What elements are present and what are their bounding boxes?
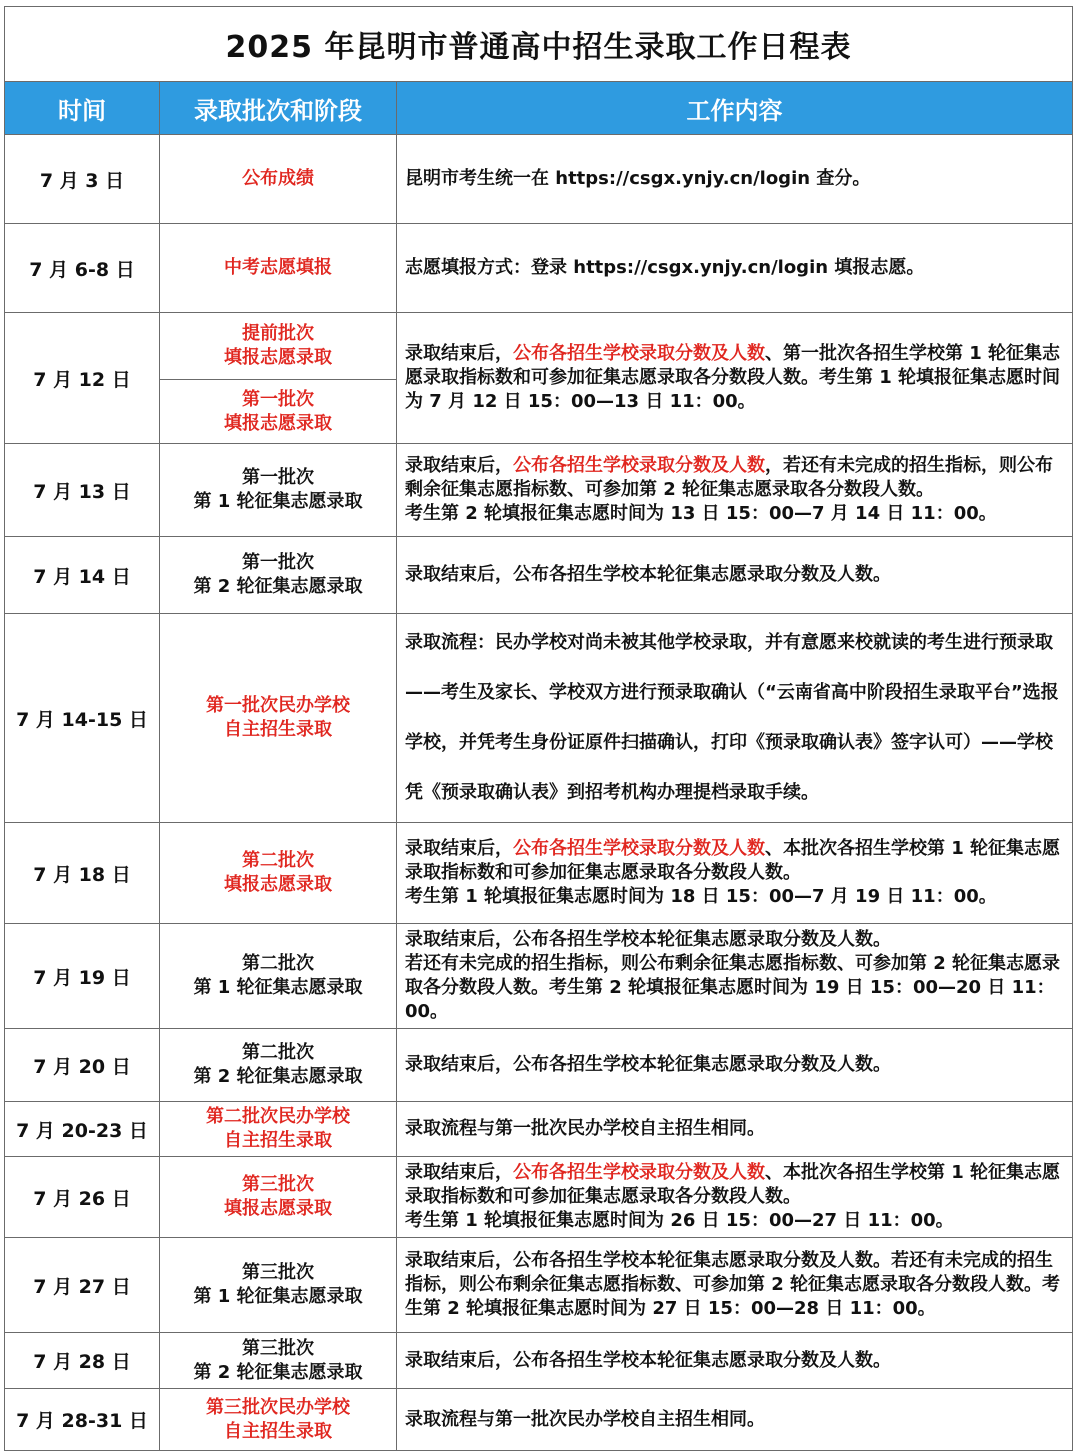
table-row	[5, 537, 1073, 614]
stage-line: 第一批次	[242, 388, 314, 410]
row-date: 7 月 3 日	[5, 135, 160, 224]
table-row	[5, 823, 1073, 924]
row-date: 7 月 28 日	[5, 1333, 160, 1389]
row-date: 7 月 18 日	[5, 823, 160, 924]
row-content	[397, 1333, 1073, 1389]
row-content	[397, 1102, 1073, 1157]
stage-line: 自主招生录取	[224, 719, 332, 740]
table-row	[5, 1389, 1073, 1451]
row-content	[397, 224, 1073, 313]
content-text: ，若还有未完成的招生指标，则公布剩余征集志愿指标数、可参加第 2 轮征集志愿录取各分数段人数。	[405, 455, 1053, 500]
stage-line: 第 1 轮征集志愿录取	[193, 977, 363, 998]
stage-line: 自主招生录取	[224, 1420, 332, 1442]
row-content	[397, 1157, 1073, 1238]
page-title: 2025 年昆明市普通高中招生录取工作日程表	[5, 7, 1073, 82]
table-row	[5, 1157, 1073, 1238]
row-date: 7 月 14-15 日	[5, 614, 160, 823]
schedule-table	[4, 6, 1073, 1451]
row-stage	[160, 1157, 397, 1238]
stage-line: 填报志愿录取	[224, 347, 332, 368]
row-stage	[160, 1238, 397, 1333]
row-content	[397, 1389, 1073, 1451]
row-content	[397, 924, 1073, 1029]
row-stage	[160, 1029, 397, 1102]
content-text: 考生第 1 轮填报征集志愿时间为 26 日 15：00—27 日 11：00。	[405, 1210, 954, 1231]
content-text: 录取流程：民办学校对尚未被其他学校录取，并有意愿来校就读的考生进行预录取——考生及家长、学校双方进行预录取确认（“云南省高中阶段招生录取平台”选报学校，并凭考生身份证原件扫描确认，打印《预录取确认表》签字认可）——学校凭《预录取确认表》到招考机构办理提档录取手续。	[405, 632, 1059, 803]
content-text: 考生第 2 轮填报征集志愿时间为 13 日 15：00—7 月 14 日 11：00。	[405, 503, 997, 524]
stage-line: 第 2 轮征集志愿录取	[193, 1361, 363, 1383]
stage-line: 第二批次	[242, 850, 314, 871]
row-date: 7 月 12 日	[5, 313, 160, 444]
content-text: 录取结束后，	[405, 1162, 513, 1183]
table-row	[5, 1029, 1073, 1102]
stage-line: 填报志愿录取	[224, 412, 332, 434]
stage-line: 公布成绩	[242, 168, 314, 189]
table-row	[5, 1102, 1073, 1157]
stage-line: 第 2 轮征集志愿录取	[193, 1066, 363, 1087]
content-text: 昆明市考生统一在 https://csgx.ynjy.cn/login 查分。	[405, 168, 871, 189]
content-text: 志愿填报方式：登录 https://csgx.ynjy.cn/login 填报志愿。	[405, 257, 925, 278]
content-highlight: 公布各招生学校录取分数及人数	[513, 455, 765, 476]
content-text: 录取结束后，公布各招生学校本轮征集志愿录取分数及人数。	[405, 1054, 891, 1075]
stage-line: 第一批次	[242, 552, 314, 573]
stage-line: 填报志愿录取	[224, 874, 332, 895]
stage-line: 第二批次	[242, 1042, 314, 1063]
row-date: 7 月 14 日	[5, 537, 160, 614]
row-stage	[160, 135, 397, 224]
row-content	[397, 1238, 1073, 1333]
schedule-sheet	[4, 6, 1072, 1451]
row-stage	[160, 924, 397, 1029]
row-stage	[160, 823, 397, 924]
content-text: 录取结束后，公布各招生学校本轮征集志愿录取分数及人数。	[405, 929, 891, 950]
row-content	[397, 1029, 1073, 1102]
stage-line: 第 2 轮征集志愿录取	[193, 576, 363, 597]
content-highlight: 公布各招生学校录取分数及人数	[513, 343, 765, 364]
stage-line: 第三批次	[242, 1262, 314, 1283]
table-row	[5, 224, 1073, 313]
row-date: 7 月 28-31 日	[5, 1389, 160, 1451]
row-date: 7 月 20-23 日	[5, 1102, 160, 1157]
row-date: 7 月 26 日	[5, 1157, 160, 1238]
header-stage: 录取批次和阶段	[160, 82, 397, 135]
stage-line: 提前批次	[242, 323, 314, 344]
content-text: 录取结束后，公布各招生学校本轮征集志愿录取分数及人数。若还有未完成的招生指标，则公布剩余征集志愿指标数、可参加第 2 轮征集志愿录取各分数段人数。考生第 2 轮填报征集志愿时间为 27 日 15：00—28 日 11：00。	[405, 1250, 1061, 1319]
row-content	[397, 313, 1073, 444]
row-date: 7 月 27 日	[5, 1238, 160, 1333]
row-date: 7 月 6-8 日	[5, 224, 160, 313]
row-stage-top	[160, 313, 397, 380]
content-highlight: 公布各招生学校录取分数及人数	[513, 1162, 765, 1183]
content-text: 录取结束后，公布各招生学校本轮征集志愿录取分数及人数。	[405, 564, 891, 585]
row-stage	[160, 537, 397, 614]
content-text: 录取流程与第一批次民办学校自主招生相同。	[405, 1408, 765, 1430]
row-stage	[160, 1333, 397, 1389]
stage-line: 第二批次	[242, 953, 314, 974]
stage-line: 第三批次	[242, 1337, 314, 1359]
row-stage	[160, 1389, 397, 1451]
row-content	[397, 614, 1073, 823]
stage-line: 第一批次	[242, 467, 314, 488]
table-row	[5, 1238, 1073, 1333]
stage-line: 第 1 轮征集志愿录取	[193, 1286, 363, 1307]
row-stage	[160, 614, 397, 823]
stage-line: 第三批次民办学校	[206, 1396, 350, 1418]
table-row	[5, 135, 1073, 224]
table-row	[5, 924, 1073, 1029]
row-content	[397, 537, 1073, 614]
row-content	[397, 135, 1073, 224]
stage-line: 第一批次民办学校	[206, 695, 350, 716]
content-text: 若还有未完成的招生指标，则公布剩余征集志愿指标数、可参加第 2 轮征集志愿录取各分数段人数。考生第 2 轮填报征集志愿时间为 19 日 15：00—20 日 11：00。	[405, 953, 1061, 1022]
content-text: 、本批次各招生学校第 1 轮征集志愿录取指标数和可参加征集志愿录取各分数段人数。	[405, 1162, 1061, 1207]
row-date: 7 月 19 日	[5, 924, 160, 1029]
header-time: 时间	[5, 82, 160, 135]
content-text: 录取结束后，公布各招生学校本轮征集志愿录取分数及人数。	[405, 1349, 891, 1371]
content-text: 录取流程与第一批次民办学校自主招生相同。	[405, 1118, 765, 1139]
content-text: 、本批次各招生学校第 1 轮征集志愿录取指标数和可参加征集志愿录取各分数段人数。	[405, 838, 1061, 883]
table-row	[5, 313, 1073, 380]
row-stage	[160, 224, 397, 313]
row-date: 7 月 20 日	[5, 1029, 160, 1102]
stage-line: 第 1 轮征集志愿录取	[193, 491, 363, 512]
table-row	[5, 614, 1073, 823]
content-text: 、第一批次各招生学校第 1 轮征集志愿录取指标数和可参加征集志愿录取各分数段人数。考生第 1 轮填报征集志愿时间为 7 月 12 日 15：00—13 日 11：00。	[405, 343, 1061, 412]
table-row	[5, 444, 1073, 537]
stage-line: 中考志愿填报	[224, 257, 332, 278]
stage-line: 第二批次民办学校	[206, 1106, 350, 1127]
content-text: 录取结束后，	[405, 343, 513, 364]
row-stage	[160, 444, 397, 537]
header-content: 工作内容	[397, 82, 1073, 135]
table-row	[5, 1333, 1073, 1389]
stage-line: 第三批次	[242, 1174, 314, 1195]
row-content	[397, 444, 1073, 537]
table-header	[5, 82, 1073, 135]
content-highlight: 公布各招生学校录取分数及人数	[513, 838, 765, 859]
content-text: 录取结束后，	[405, 838, 513, 859]
row-stage	[160, 1102, 397, 1157]
content-text: 考生第 1 轮填报征集志愿时间为 18 日 15：00—7 月 19 日 11：00。	[405, 886, 997, 907]
row-content	[397, 823, 1073, 924]
row-date: 7 月 13 日	[5, 444, 160, 537]
stage-line: 自主招生录取	[224, 1130, 332, 1151]
stage-line: 填报志愿录取	[224, 1198, 332, 1219]
row-stage-bottom	[160, 380, 397, 444]
content-text: 录取结束后，	[405, 455, 513, 476]
